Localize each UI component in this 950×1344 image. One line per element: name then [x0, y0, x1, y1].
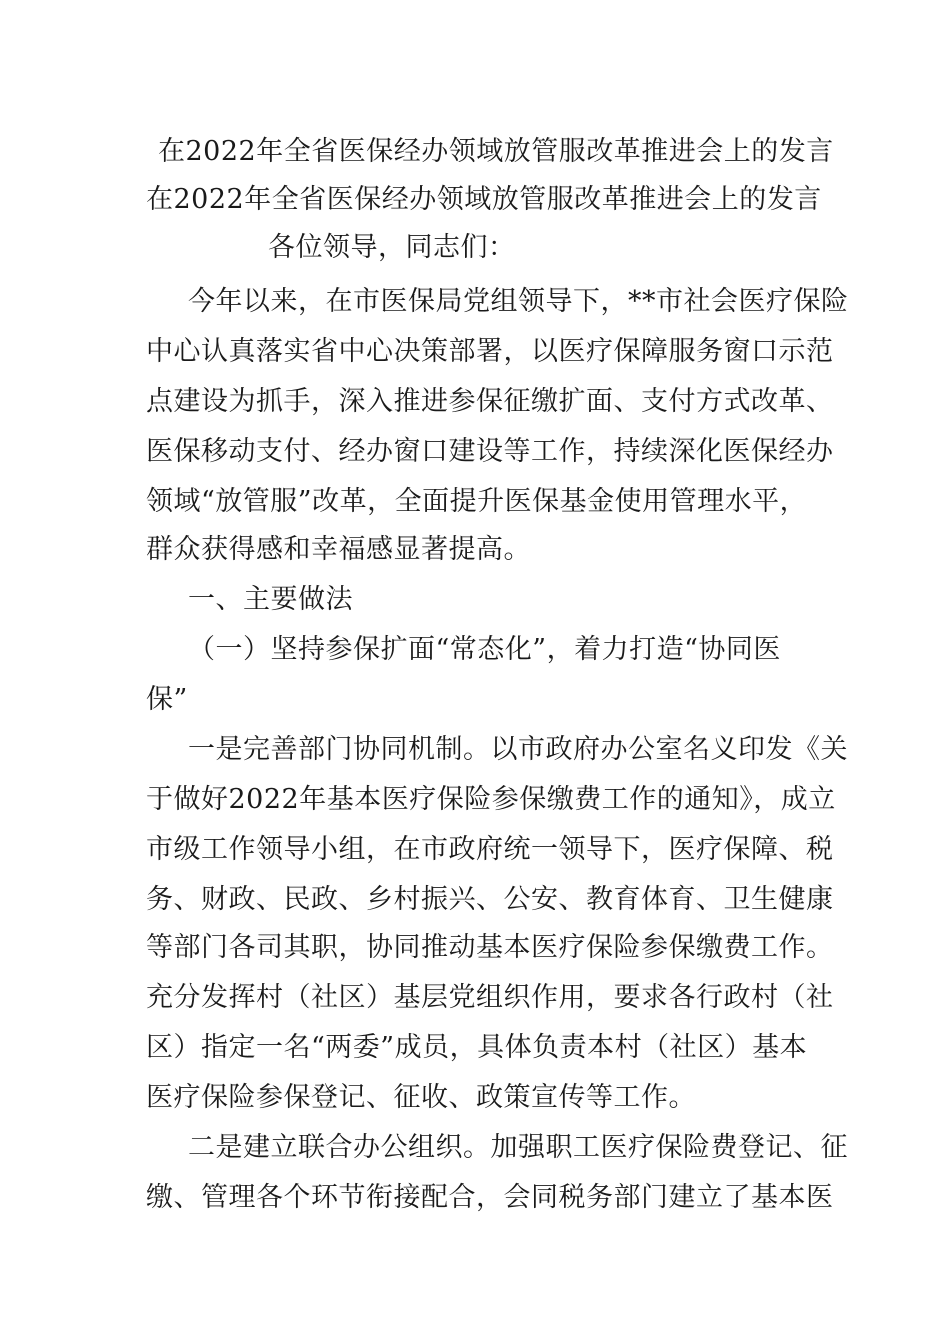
intro-line: 领域“放管服”改革，全面提升医保基金使用管理水平， — [146, 486, 808, 517]
point-2-line: 缴、管理各个环节衔接配合，会同税务部门建立了基本医 — [146, 1182, 834, 1213]
point-1-line: 于做好2022年基本医疗保险参保缴费工作的通知》，成立 — [146, 784, 836, 815]
document-title-line-1: 在2022年全省医保经办领域放管服改革推进会上的发言 — [158, 136, 834, 167]
intro-line: 群众获得感和幸福感显著提高。 — [146, 534, 531, 565]
intro-line: 今年以来，在市医保局党组领导下，**市社会医疗保险 — [188, 286, 849, 317]
point-1-line: 务、财政、民政、乡村振兴、公安、教育体育、卫生健康 — [146, 884, 834, 915]
point-1-line: 一是完善部门协同机制。以市政府办公室名义印发《关 — [188, 734, 848, 765]
greeting: 各位领导，同志们： — [268, 232, 516, 263]
point-1-line: 医疗保险参保登记、征收、政策宣传等工作。 — [146, 1082, 696, 1113]
subsection-heading: （一）坚持参保扩面“常态化”，着力打造“协同医 — [188, 634, 781, 665]
intro-line: 点建设为抓手，深入推进参保征缴扩面、支付方式改革、 — [146, 386, 834, 417]
section-heading: 一、主要做法 — [188, 584, 353, 615]
point-1-line: 充分发挥村（社区）基层党组织作用，要求各行政村（社 — [146, 982, 834, 1013]
intro-line: 医保移动支付、经办窗口建设等工作，持续深化医保经办 — [146, 436, 834, 467]
subsection-heading: 保” — [146, 684, 188, 715]
point-1-line: 区）指定一名“两委”成员，具体负责本村（社区）基本 — [146, 1032, 808, 1063]
point-1-line: 市级工作领导小组，在市政府统一领导下，医疗保障、税 — [146, 834, 834, 865]
document-title-line-2: 在2022年全省医保经办领域放管服改革推进会上的发言 — [146, 184, 822, 215]
point-2-line: 二是建立联合办公组织。加强职工医疗保险费登记、征 — [188, 1132, 848, 1163]
intro-line: 中心认真落实省中心决策部署，以医疗保障服务窗口示范 — [146, 336, 834, 367]
point-1-line: 等部门各司其职，协同推动基本医疗保险参保缴费工作。 — [146, 932, 834, 963]
